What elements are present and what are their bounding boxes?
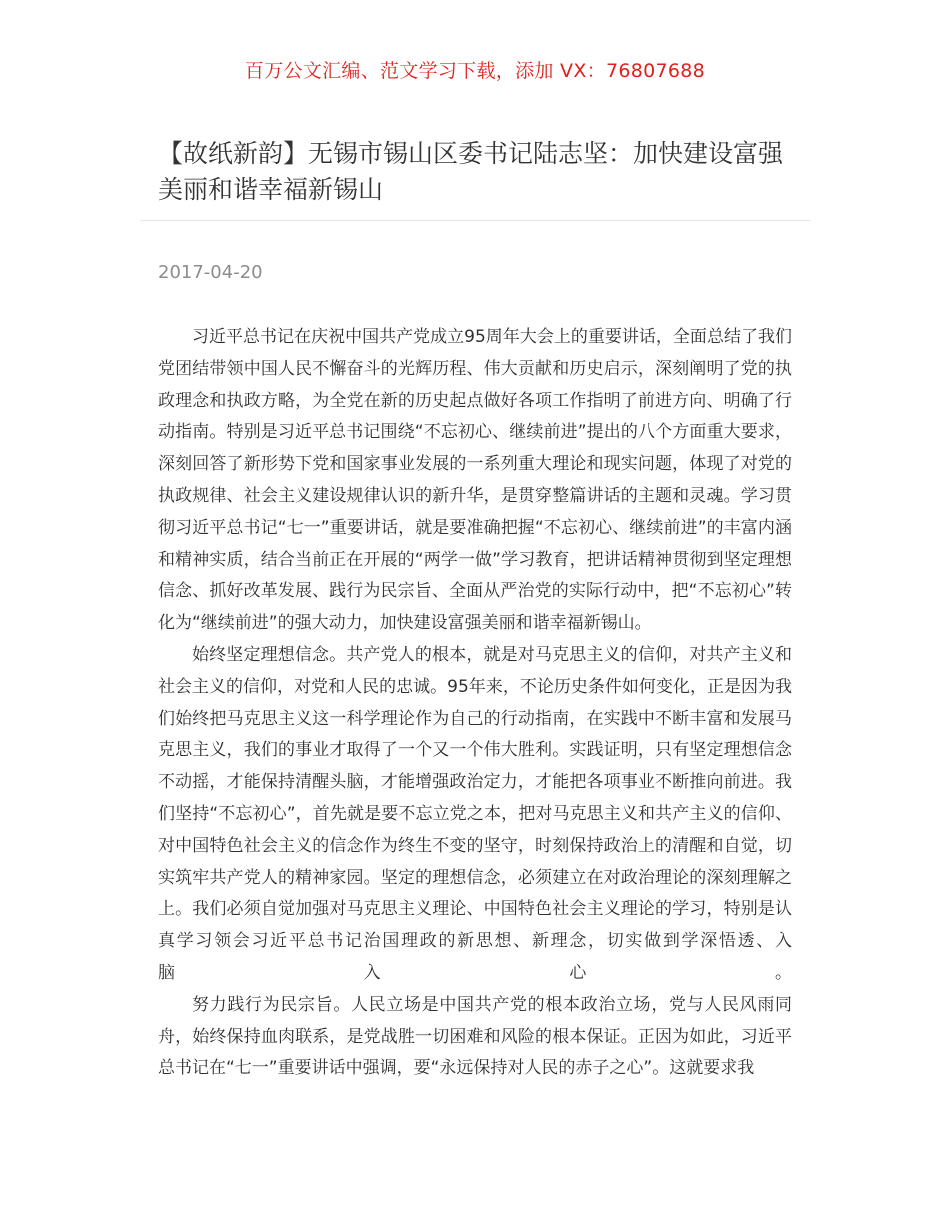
article-body <box>158 322 792 1085</box>
article-title: 【故纸新韵】无锡市锡山区委书记陆志坚：加快建设富强美丽和谐幸福新锡山 <box>158 139 784 204</box>
watermark-banner: 百万公文汇编、范文学习下载，添加 VX：76807688 <box>244 60 706 82</box>
paragraph-ideals-end: 脑入心。 <box>158 962 792 983</box>
paragraph-intro: 习近平总书记在庆祝中国共产党成立95周年大会上的重要讲话，全面总结了我们党团结带领中国人民不懈奋斗的光辉历程、伟大贡献和历史启示，深刻阐明了党的执政理念和执政方略，为全党在新的历史起点做好各项工作指明了前进方向、明确了行动指南。特别是习近平总书记围绕“不忘初心、继续前进”提出的八个方面重大要求，深刻回答了新形势下党和国家事业发展的一系列重大理论和现实问题，体现了对党的执政规律、社会主义建设规律认识的新升华，是贯穿整篇讲话的主题和灵魂。学习贯彻习近平总书记“七一”重要讲话，就是要准确把握“不忘初心、继续前进”的丰富内涵和精神实质，结合当前正在开展的“两学一做”学习教育，把讲话精神贯彻到坚定理想信念、抓好改革发展、践行为民宗旨、全面从严治党的实际行动中，把“不忘初心”转化为“继续前进”的强大动力，加快建设富强美丽和谐幸福新锡山。 <box>158 327 792 634</box>
paragraph-ideals: 始终坚定理想信念。共产党人的根本，就是对马克思主义的信仰，对共产主义和社会主义的信仰，对党和人民的忠诚。95年来，不论历史条件如何变化，正是因为我们始终把马克思主义这一科学理论作为自己的行动指南，在实践中不断丰富和发展马克思主义，我们的事业才取得了一个又一个伟大胜利。实践证明，只有坚定理想信念不动摇，才能保持清醒头脑，才能增强政治定力，才能把各项事业不断推向前进。我们坚持“不忘初心”，首先就是要不忘立党之本，把对马克思主义和共产主义的信仰、对中国特色社会主义的信念作为终生不变的坚守，时刻保持政治上的清醒和自觉，切实筑牢共产党人的精神家园。坚定的理想信念，必须建立在对政治理论的深刻理解之上。我们必须自觉加强对马克思主义理论、中国特色社会主义理论的学习，特别是认真学习领会习近平总书记治国理政的新思想、新理念，切实做到学深悟透、入 <box>158 644 792 952</box>
publish-date: 2017-04-20 <box>158 262 263 283</box>
paragraph-people: 努力践行为民宗旨。人民立场是中国共产党的根本政治立场，党与人民风雨同舟，始终保持血肉联系，是党战胜一切困难和风险的根本保证。正因为如此，习近平总书记在“七一”重要讲话中强调，要“永远保持对人民的赤子之心”。这就要求我 <box>158 994 792 1079</box>
title-divider <box>140 220 810 221</box>
